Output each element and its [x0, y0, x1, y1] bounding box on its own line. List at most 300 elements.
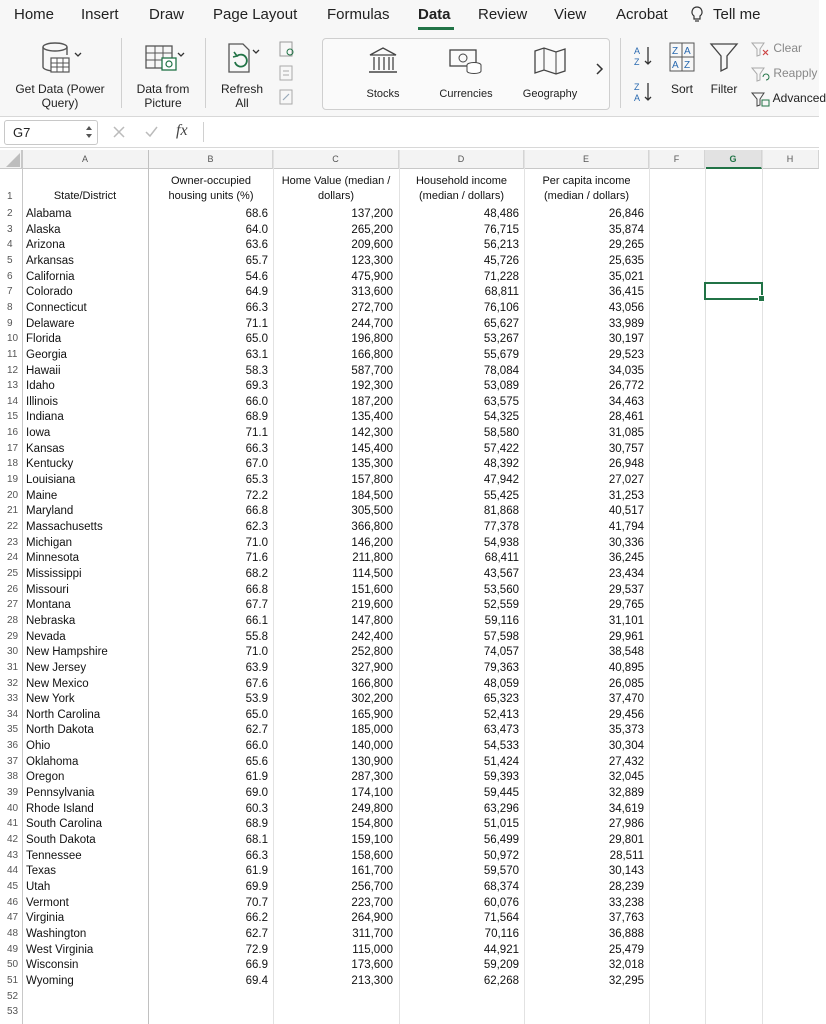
header-state[interactable]: State/District: [53, 190, 117, 202]
cell-owner-occupied[interactable]: 63.6: [245, 239, 268, 252]
cell-home-value[interactable]: 209,600: [351, 239, 393, 252]
cell-owner-occupied[interactable]: 71.6: [245, 552, 268, 565]
cell-per-capita-income[interactable]: 34,619: [608, 802, 644, 815]
cell-owner-occupied[interactable]: 66.3: [245, 301, 268, 314]
cell-per-capita-income[interactable]: 30,197: [608, 333, 644, 346]
cell-per-capita-income[interactable]: 28,511: [609, 849, 644, 862]
cell-state[interactable]: Alabama: [26, 208, 72, 220]
fill-handle[interactable]: [758, 295, 765, 302]
currencies-button[interactable]: [427, 45, 505, 101]
row-number[interactable]: 20: [7, 489, 19, 501]
sort-descending-icon[interactable]: [633, 80, 655, 109]
cell-per-capita-income[interactable]: 29,537: [608, 583, 644, 596]
cell-home-value[interactable]: 211,800: [352, 552, 393, 565]
cell-state[interactable]: New Jersey: [26, 661, 87, 674]
cell-state[interactable]: Michigan: [26, 536, 73, 549]
cell-owner-occupied[interactable]: 72.2: [245, 489, 268, 502]
cell-household-income[interactable]: 81,868: [483, 505, 519, 518]
cell-state[interactable]: Mississippi: [26, 567, 82, 580]
advanced-button[interactable]: [750, 91, 826, 107]
row-number[interactable]: 8: [7, 301, 13, 313]
cell-per-capita-income[interactable]: 32,889: [608, 787, 644, 800]
row-number[interactable]: 26: [7, 583, 19, 595]
cell-household-income[interactable]: 59,209: [483, 959, 519, 972]
cell-household-income[interactable]: 54,938: [483, 536, 519, 549]
cell-state[interactable]: Ohio: [26, 740, 51, 753]
cell-per-capita-income[interactable]: 32,295: [608, 974, 644, 987]
name-box[interactable]: [4, 120, 98, 145]
cell-state[interactable]: Maryland: [26, 505, 74, 518]
cell-home-value[interactable]: 223,700: [351, 896, 393, 909]
row-number[interactable]: 2: [7, 208, 13, 219]
cell-home-value[interactable]: 244,700: [351, 317, 393, 330]
cell-state[interactable]: Arizona: [26, 239, 65, 252]
row-number[interactable]: 18: [7, 458, 19, 470]
tab-review[interactable]: Review: [478, 6, 528, 23]
cell-household-income[interactable]: 63,296: [483, 802, 519, 815]
cell-owner-occupied[interactable]: 70.7: [245, 896, 268, 909]
cell-per-capita-income[interactable]: 23,434: [608, 567, 644, 580]
cell-owner-occupied[interactable]: 71.1: [245, 317, 268, 330]
cell-household-income[interactable]: 62,268: [483, 974, 519, 987]
cell-home-value[interactable]: 256,700: [351, 880, 393, 893]
row-number[interactable]: 3: [7, 223, 13, 235]
row-number[interactable]: 42: [7, 834, 19, 845]
cell-state[interactable]: Texas: [26, 865, 57, 878]
tab-view[interactable]: View: [554, 6, 587, 23]
cell-household-income[interactable]: 77,378: [483, 521, 519, 533]
row-number[interactable]: 21: [7, 505, 19, 517]
header-home-value[interactable]: [273, 174, 399, 204]
row-number[interactable]: 25: [7, 567, 19, 579]
cell-home-value[interactable]: 327,900: [351, 661, 393, 674]
properties-icon[interactable]: [278, 64, 296, 89]
row-number[interactable]: 32: [7, 677, 19, 689]
row-number[interactable]: 33: [7, 693, 19, 705]
connections-icon[interactable]: [278, 40, 296, 65]
row-number[interactable]: 6: [7, 270, 13, 282]
cell-home-value[interactable]: 184,500: [351, 489, 393, 502]
row-number[interactable]: 27: [7, 599, 19, 611]
cell-household-income[interactable]: 76,715: [483, 223, 519, 236]
cell-home-value[interactable]: 140,000: [351, 740, 393, 753]
refresh-all-button[interactable]: [210, 40, 274, 110]
cell-owner-occupied[interactable]: 68.1: [245, 834, 268, 846]
row-number[interactable]: 36: [7, 740, 19, 752]
cell-per-capita-income[interactable]: 43,056: [608, 301, 644, 314]
cell-home-value[interactable]: 287,300: [351, 771, 393, 784]
cell-household-income[interactable]: 65,323: [483, 693, 519, 706]
cell-household-income[interactable]: 68,374: [483, 880, 519, 893]
formula-input[interactable]: [210, 123, 810, 141]
cell-state[interactable]: Massachusetts: [26, 521, 103, 533]
cell-state[interactable]: Vermont: [26, 896, 69, 909]
cell-household-income[interactable]: 74,057: [483, 646, 519, 659]
cell-per-capita-income[interactable]: 29,801: [608, 834, 644, 846]
cell-state[interactable]: Rhode Island: [26, 802, 94, 815]
cell-owner-occupied[interactable]: 64.9: [245, 286, 268, 299]
cell-state[interactable]: South Dakota: [26, 834, 96, 846]
cell-household-income[interactable]: 54,533: [483, 740, 519, 753]
column-header-g[interactable]: G: [705, 150, 762, 169]
cell-owner-occupied[interactable]: 69.4: [245, 974, 268, 987]
row-number[interactable]: 29: [7, 630, 19, 642]
row-number[interactable]: 10: [7, 333, 19, 345]
get-data-button[interactable]: [10, 40, 110, 110]
tab-page-layout[interactable]: Page Layout: [213, 6, 298, 23]
cell-state[interactable]: Minnesota: [26, 552, 80, 565]
column-header-c[interactable]: C: [273, 150, 399, 169]
cell-state[interactable]: Nebraska: [26, 614, 76, 627]
cell-per-capita-income[interactable]: 29,523: [608, 348, 644, 361]
cell-household-income[interactable]: 59,393: [483, 771, 519, 784]
cell-owner-occupied[interactable]: 68.9: [245, 411, 268, 424]
row-number[interactable]: 44: [7, 865, 19, 877]
cell-household-income[interactable]: 55,679: [483, 348, 519, 361]
cell-state[interactable]: North Carolina: [26, 708, 101, 721]
cell-per-capita-income[interactable]: 28,239: [608, 880, 644, 893]
cell-home-value[interactable]: 196,800: [351, 333, 393, 346]
tab-formulas[interactable]: Formulas: [327, 6, 390, 23]
select-all-corner[interactable]: [0, 150, 22, 169]
tab-acrobat[interactable]: Acrobat: [616, 6, 668, 23]
cell-state[interactable]: Illinois: [26, 395, 58, 408]
cell-home-value[interactable]: 146,200: [351, 536, 393, 549]
cell-owner-occupied[interactable]: 66.9: [245, 959, 268, 972]
active-cell-g7[interactable]: [704, 282, 763, 300]
header-household-income[interactable]: [399, 174, 524, 204]
cell-home-value[interactable]: 166,800: [351, 348, 393, 361]
cell-owner-occupied[interactable]: 69.0: [245, 787, 268, 800]
row-number[interactable]: 12: [7, 364, 19, 376]
cell-home-value[interactable]: 187,200: [351, 395, 393, 408]
cell-home-value[interactable]: 114,500: [352, 567, 393, 580]
cell-home-value[interactable]: 252,800: [351, 646, 393, 659]
cell-home-value[interactable]: 165,900: [351, 708, 393, 721]
cell-owner-occupied[interactable]: 61.9: [245, 865, 268, 878]
cell-per-capita-income[interactable]: 34,463: [608, 395, 644, 408]
cell-per-capita-income[interactable]: 35,021: [608, 270, 644, 283]
cell-household-income[interactable]: 70,116: [484, 927, 519, 940]
column-header-h[interactable]: H: [762, 150, 819, 169]
cell-household-income[interactable]: 53,089: [483, 380, 519, 393]
cell-owner-occupied[interactable]: 63.1: [245, 348, 268, 361]
cell-state[interactable]: Wisconsin: [26, 959, 79, 972]
cell-state[interactable]: South Carolina: [26, 818, 103, 831]
cell-state[interactable]: California: [26, 270, 75, 283]
cell-per-capita-income[interactable]: 28,461: [608, 411, 644, 424]
cell-per-capita-income[interactable]: 37,763: [608, 912, 644, 925]
stocks-button[interactable]: [343, 45, 423, 101]
cell-per-capita-income[interactable]: 37,470: [608, 693, 644, 706]
cell-household-income[interactable]: 71,228: [483, 270, 519, 283]
cell-home-value[interactable]: 185,000: [351, 724, 393, 737]
cell-state[interactable]: Virginia: [26, 912, 65, 925]
cell-owner-occupied[interactable]: 69.3: [245, 380, 268, 393]
cell-owner-occupied[interactable]: 66.2: [245, 912, 268, 925]
row-number[interactable]: 46: [7, 896, 19, 908]
cell-owner-occupied[interactable]: 54.6: [245, 270, 268, 283]
cell-home-value[interactable]: 135,300: [351, 458, 393, 471]
cell-household-income[interactable]: 45,726: [483, 254, 519, 267]
cell-household-income[interactable]: 48,392: [483, 458, 519, 471]
cell-home-value[interactable]: 161,700: [351, 865, 393, 878]
cell-household-income[interactable]: 58,580: [483, 427, 519, 440]
cell-per-capita-income[interactable]: 35,874: [608, 223, 644, 236]
row-number[interactable]: 5: [7, 254, 13, 266]
cell-state[interactable]: Arkansas: [26, 254, 74, 267]
cell-home-value[interactable]: 173,600: [351, 959, 393, 972]
cell-state[interactable]: Wyoming: [26, 974, 74, 987]
cell-home-value[interactable]: 311,700: [352, 927, 393, 940]
cell-owner-occupied[interactable]: 63.9: [245, 661, 268, 674]
row-number[interactable]: 35: [7, 724, 19, 736]
cell-per-capita-income[interactable]: 29,456: [608, 708, 644, 721]
cell-owner-occupied[interactable]: 67.6: [245, 677, 268, 690]
row-number[interactable]: 17: [7, 442, 19, 454]
row-number[interactable]: 22: [7, 521, 19, 532]
cell-per-capita-income[interactable]: 25,635: [608, 254, 644, 267]
row-number[interactable]: 30: [7, 646, 19, 658]
reapply-button[interactable]: [750, 66, 817, 82]
cell-owner-occupied[interactable]: 71.1: [245, 427, 268, 440]
cell-state[interactable]: Connecticut: [26, 301, 87, 314]
tab-data[interactable]: Data: [418, 6, 451, 23]
row-number[interactable]: 4: [7, 239, 13, 251]
cell-household-income[interactable]: 78,084: [483, 364, 519, 377]
row-number[interactable]: 53: [7, 1006, 19, 1018]
cell-state[interactable]: North Dakota: [26, 724, 94, 737]
cell-owner-occupied[interactable]: 66.8: [245, 505, 268, 518]
row-number[interactable]: 24: [7, 552, 19, 564]
column-header-b[interactable]: B: [149, 150, 273, 169]
cell-household-income[interactable]: 47,942: [483, 474, 519, 487]
cell-household-income[interactable]: 65,627: [483, 317, 519, 330]
cell-per-capita-income[interactable]: 27,986: [608, 818, 644, 831]
clear-button[interactable]: [750, 41, 802, 57]
cell-home-value[interactable]: 159,100: [351, 834, 393, 846]
cell-per-capita-income[interactable]: 27,432: [608, 755, 644, 768]
cell-home-value[interactable]: 115,000: [352, 943, 393, 956]
cell-per-capita-income[interactable]: 31,101: [608, 614, 644, 627]
cell-home-value[interactable]: 142,300: [351, 427, 393, 440]
cell-state[interactable]: Utah: [26, 880, 51, 893]
cell-state[interactable]: Louisiana: [26, 474, 76, 487]
cell-owner-occupied[interactable]: 69.9: [245, 880, 268, 893]
column-header-a[interactable]: A: [22, 150, 149, 169]
cell-state[interactable]: Colorado: [26, 286, 73, 299]
cell-state[interactable]: Tennessee: [26, 849, 82, 862]
data-from-picture-button[interactable]: [127, 40, 199, 110]
cell-state[interactable]: Alaska: [26, 223, 61, 236]
cell-home-value[interactable]: 249,800: [351, 802, 393, 815]
cell-owner-occupied[interactable]: 66.3: [245, 442, 268, 455]
cell-household-income[interactable]: 79,363: [483, 661, 519, 674]
cell-per-capita-income[interactable]: 36,245: [608, 552, 644, 565]
cell-owner-occupied[interactable]: 65.0: [245, 708, 268, 721]
row-number[interactable]: 48: [7, 927, 19, 939]
insert-function-icon[interactable]: fx: [176, 122, 188, 139]
cell-household-income[interactable]: 48,059: [483, 677, 519, 690]
cell-owner-occupied[interactable]: 60.3: [245, 802, 268, 815]
cell-state[interactable]: Washington: [26, 927, 87, 940]
cell-per-capita-income[interactable]: 38,548: [608, 646, 644, 659]
tab-insert[interactable]: Insert: [81, 6, 119, 23]
row-number[interactable]: 40: [7, 802, 19, 814]
cell-owner-occupied[interactable]: 66.1: [245, 614, 268, 627]
enter-check-icon[interactable]: [144, 125, 158, 144]
cell-home-value[interactable]: 213,300: [351, 974, 393, 987]
cell-home-value[interactable]: 174,100: [351, 787, 393, 800]
geography-button[interactable]: [509, 45, 591, 101]
row-number[interactable]: 28: [7, 614, 19, 626]
column-header-e[interactable]: E: [524, 150, 649, 169]
cell-owner-occupied[interactable]: 65.0: [245, 333, 268, 346]
cell-owner-occupied[interactable]: 58.3: [245, 364, 268, 377]
cell-per-capita-income[interactable]: 29,961: [608, 630, 644, 643]
cell-home-value[interactable]: 587,700: [351, 364, 393, 377]
row-number[interactable]: 15: [7, 411, 19, 423]
cell-household-income[interactable]: 68,811: [484, 286, 519, 299]
cell-home-value[interactable]: 265,200: [351, 223, 393, 236]
cell-state[interactable]: West Virginia: [26, 943, 94, 956]
row-number[interactable]: 1: [7, 191, 13, 202]
cell-per-capita-income[interactable]: 32,045: [608, 771, 644, 784]
cell-state[interactable]: Maine: [26, 489, 58, 502]
cell-household-income[interactable]: 52,559: [483, 599, 519, 612]
row-number[interactable]: 52: [7, 990, 19, 1002]
cell-per-capita-income[interactable]: 40,517: [608, 505, 644, 518]
row-number[interactable]: 38: [7, 771, 19, 783]
cell-home-value[interactable]: 137,200: [351, 208, 393, 220]
cell-household-income[interactable]: 63,575: [483, 395, 519, 408]
cell-household-income[interactable]: 54,325: [483, 411, 519, 424]
cell-per-capita-income[interactable]: 35,373: [608, 724, 644, 737]
cell-per-capita-income[interactable]: 36,888: [608, 927, 644, 940]
cell-owner-occupied[interactable]: 71.0: [245, 646, 268, 659]
edit-links-icon[interactable]: [278, 88, 296, 113]
cell-household-income[interactable]: 59,116: [484, 614, 519, 627]
row-number[interactable]: 43: [7, 849, 19, 861]
cell-per-capita-income[interactable]: 26,846: [608, 208, 644, 220]
cell-per-capita-income[interactable]: 30,757: [608, 442, 644, 455]
chevron-right-icon[interactable]: [594, 62, 604, 81]
cell-state[interactable]: Missouri: [26, 583, 69, 596]
row-number[interactable]: 39: [7, 787, 19, 799]
cell-state[interactable]: Oklahoma: [26, 755, 79, 768]
cell-home-value[interactable]: 145,400: [351, 442, 393, 455]
cell-owner-occupied[interactable]: 62.7: [245, 927, 268, 940]
cell-owner-occupied[interactable]: 65.3: [245, 474, 268, 487]
cell-per-capita-income[interactable]: 29,265: [608, 239, 644, 252]
cell-per-capita-income[interactable]: 30,304: [608, 740, 644, 753]
cell-home-value[interactable]: 166,800: [351, 677, 393, 690]
cell-household-income[interactable]: 59,570: [483, 865, 519, 878]
cell-per-capita-income[interactable]: 32,018: [608, 959, 644, 972]
row-number[interactable]: 14: [7, 395, 19, 407]
cell-household-income[interactable]: 53,560: [483, 583, 519, 596]
cell-owner-occupied[interactable]: 66.3: [245, 849, 268, 862]
cell-state[interactable]: Pennsylvania: [26, 787, 95, 800]
cell-owner-occupied[interactable]: 71.0: [245, 536, 268, 549]
cell-state[interactable]: New Mexico: [26, 677, 89, 690]
row-number[interactable]: 34: [7, 708, 19, 720]
row-number[interactable]: 41: [7, 818, 19, 830]
cell-per-capita-income[interactable]: 30,336: [608, 536, 644, 549]
cell-owner-occupied[interactable]: 65.7: [245, 254, 268, 267]
row-number[interactable]: 16: [7, 427, 19, 439]
cell-household-income[interactable]: 63,473: [483, 724, 519, 737]
cell-household-income[interactable]: 60,076: [483, 896, 519, 909]
cell-owner-occupied[interactable]: 68.9: [245, 818, 268, 831]
cell-state[interactable]: Indiana: [26, 411, 64, 424]
cell-household-income[interactable]: 43,567: [483, 567, 519, 580]
cell-household-income[interactable]: 56,499: [483, 834, 519, 846]
cell-owner-occupied[interactable]: 61.9: [245, 771, 268, 784]
cell-household-income[interactable]: 52,413: [483, 708, 519, 721]
cell-home-value[interactable]: 135,400: [351, 411, 393, 424]
cell-household-income[interactable]: 57,422: [483, 442, 519, 455]
cell-state[interactable]: Oregon: [26, 771, 65, 784]
cell-per-capita-income[interactable]: 31,253: [608, 489, 644, 502]
cell-home-value[interactable]: 475,900: [351, 270, 393, 283]
cell-state[interactable]: Montana: [26, 599, 71, 612]
cell-owner-occupied[interactable]: 66.0: [245, 395, 268, 408]
cell-household-income[interactable]: 51,424: [483, 755, 519, 768]
column-header-d[interactable]: D: [399, 150, 524, 169]
cell-owner-occupied[interactable]: 64.0: [245, 223, 268, 236]
cell-owner-occupied[interactable]: 67.0: [245, 458, 268, 471]
cell-home-value[interactable]: 158,600: [351, 849, 393, 862]
row-number[interactable]: 9: [7, 317, 13, 329]
cell-per-capita-income[interactable]: 36,415: [608, 286, 644, 299]
cell-state[interactable]: Kansas: [26, 442, 65, 455]
cell-per-capita-income[interactable]: 34,035: [608, 364, 644, 377]
cell-per-capita-income[interactable]: 40,895: [608, 661, 644, 674]
cell-per-capita-income[interactable]: 30,143: [608, 865, 644, 878]
cell-per-capita-income[interactable]: 41,794: [608, 521, 644, 533]
cell-state[interactable]: Kentucky: [26, 458, 74, 471]
cell-household-income[interactable]: 55,425: [483, 489, 519, 502]
cell-home-value[interactable]: 272,700: [351, 301, 393, 314]
cell-household-income[interactable]: 57,598: [483, 630, 519, 643]
cell-per-capita-income[interactable]: 25,479: [608, 943, 644, 956]
cell-state[interactable]: Georgia: [26, 348, 67, 361]
cell-home-value[interactable]: 192,300: [351, 380, 393, 393]
row-number[interactable]: 23: [7, 536, 19, 548]
cell-per-capita-income[interactable]: 31,085: [608, 427, 644, 440]
cell-per-capita-income[interactable]: 27,027: [608, 474, 644, 487]
name-box-stepper-icon[interactable]: [85, 124, 93, 143]
cell-owner-occupied[interactable]: 67.7: [245, 599, 268, 612]
cell-owner-occupied[interactable]: 66.8: [245, 583, 268, 596]
cell-owner-occupied[interactable]: 68.6: [245, 208, 268, 220]
cell-household-income[interactable]: 68,411: [484, 552, 519, 565]
cell-home-value[interactable]: 154,800: [351, 818, 393, 831]
row-number[interactable]: 47: [7, 912, 19, 924]
cell-home-value[interactable]: 313,600: [351, 286, 393, 299]
cell-home-value[interactable]: 366,800: [351, 521, 393, 533]
cell-home-value[interactable]: 123,300: [351, 254, 393, 267]
cell-owner-occupied[interactable]: 72.9: [245, 943, 268, 956]
cell-household-income[interactable]: 51,015: [483, 818, 519, 831]
cell-home-value[interactable]: 264,900: [351, 912, 393, 925]
column-header-f[interactable]: F: [649, 150, 705, 169]
tell-me-search[interactable]: Tell me: [713, 6, 761, 23]
cell-home-value[interactable]: 305,500: [351, 505, 393, 518]
cell-per-capita-income[interactable]: 26,948: [608, 458, 644, 471]
cell-home-value[interactable]: 219,600: [351, 599, 393, 612]
